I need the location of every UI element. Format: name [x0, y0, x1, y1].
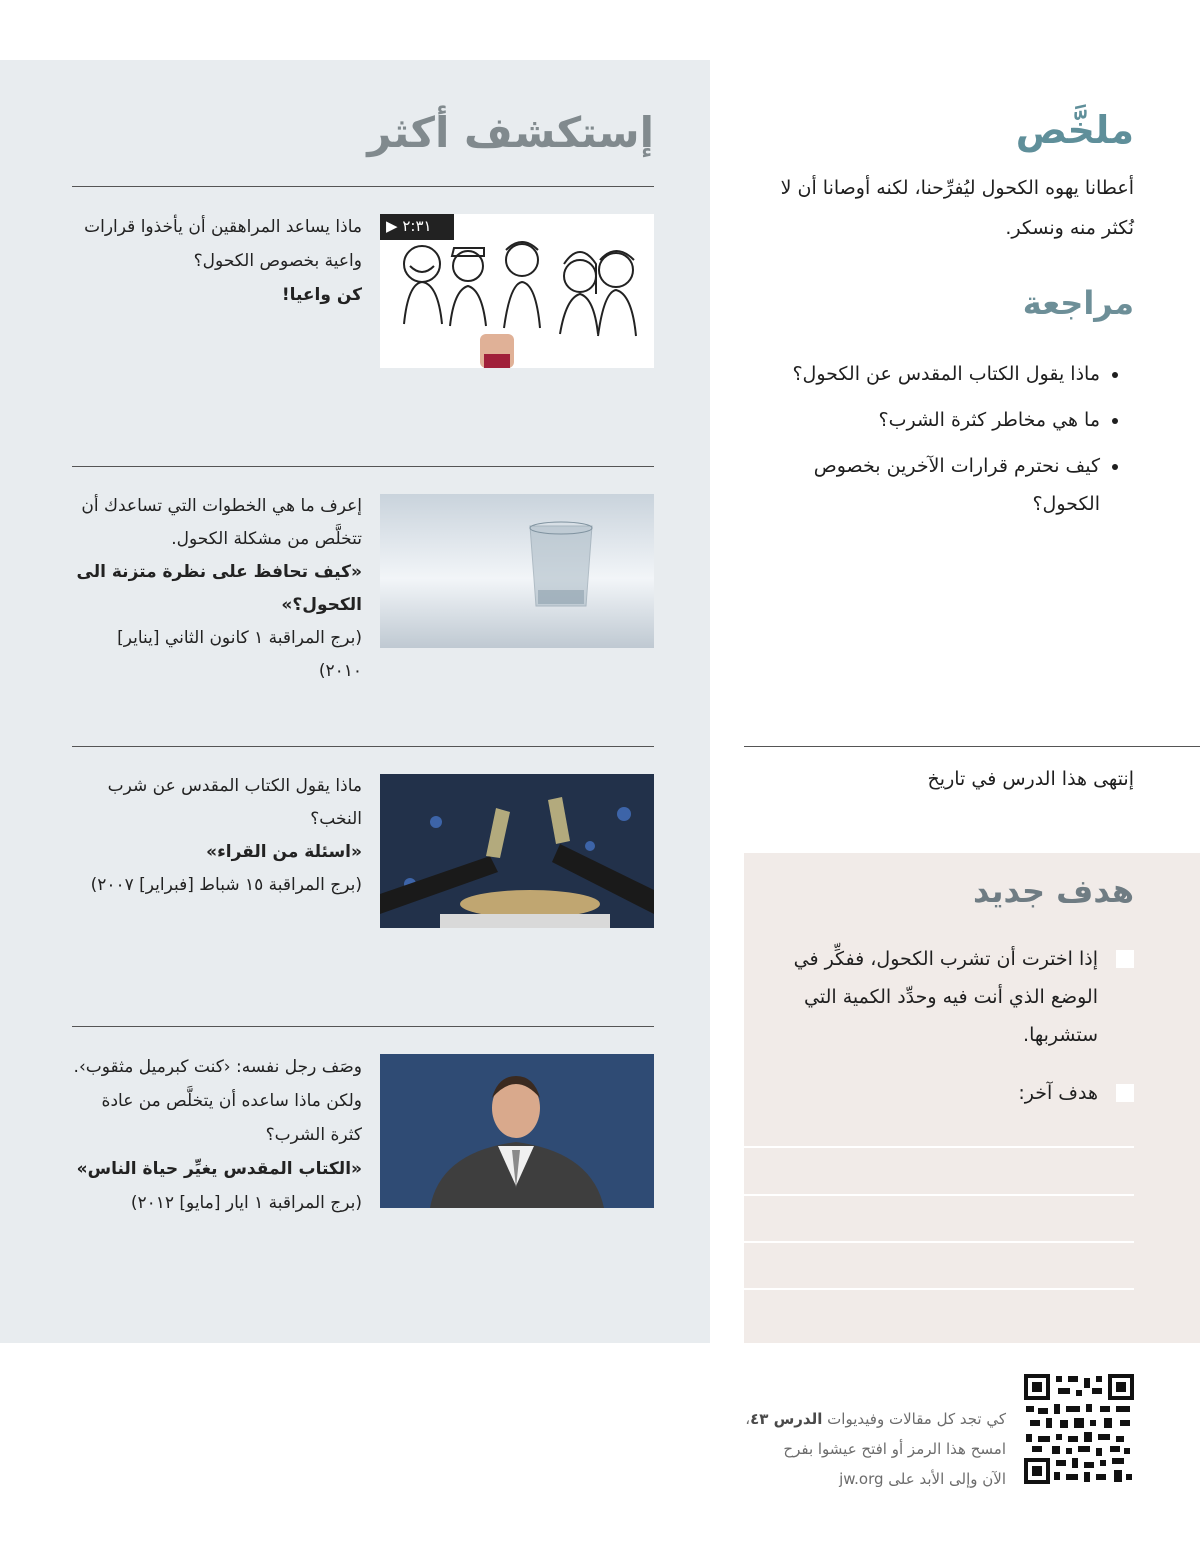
card-source: (برج المراقبة ١٥ شباط [فبراير] ٢٠٠٧)	[90, 875, 362, 895]
card-text	[72, 770, 362, 902]
explore-more-title: إستكشف أكثر	[367, 108, 654, 157]
divider	[72, 1026, 654, 1027]
play-icon: ▶	[386, 217, 398, 235]
review-question: • ماذا يقول الكتاب المقدس عن الكحول؟	[780, 355, 1100, 393]
card-description: ماذا يقول الكتاب المقدس عن شرب النخب؟	[107, 776, 362, 829]
goal-checkbox[interactable]	[1116, 1084, 1134, 1102]
divider	[744, 746, 1200, 747]
card-description: إعرف ما هي الخطوات التي تساعدك أن تتخلَّص من مشكلة الكحول.	[81, 496, 362, 549]
lesson-finished-label: إنتهى هذا الدرس في تاريخ	[927, 768, 1134, 790]
goal-item	[760, 1074, 1134, 1112]
write-line[interactable]	[744, 1241, 1134, 1243]
goal-checkbox[interactable]	[1116, 950, 1134, 968]
footer-line2: امسح هذا الرمز أو افتح عيشوا بفرح	[783, 1440, 1006, 1458]
write-line[interactable]	[744, 1288, 1134, 1290]
footer-text	[640, 1404, 1006, 1494]
new-goal-title: هدف جديد	[972, 872, 1134, 910]
card-text	[72, 490, 362, 688]
portrait-image	[380, 1054, 654, 1208]
card-source: (برج المراقبة ١ ايار [مايو] ٢٠١٢)	[130, 1193, 362, 1213]
write-line[interactable]	[744, 1146, 1134, 1148]
toast-photo	[380, 774, 654, 928]
card-description: ماذا يساعد المراهقين أن يأخذوا قرارات واعية بخصوص الكحول؟	[84, 217, 362, 271]
video-thumbnail[interactable]	[380, 214, 654, 368]
goal-text: إذا اخترت أن تشرب الكحول، ففكِّر في الوضع الذي أنت فيه وحدِّد الكمية التي ستشربها.	[793, 948, 1098, 1046]
card-link-title[interactable]: كن واعيا!	[281, 285, 362, 305]
write-line[interactable]	[744, 1194, 1134, 1196]
summary-title: ملخَّص	[1015, 108, 1134, 152]
footer-line1-suffix: ،	[745, 1410, 751, 1428]
card-source: (برج المراقبة ١ كانون الثاني [يناير] ٢٠١٠)	[117, 628, 362, 681]
card-text	[72, 210, 362, 312]
review-title: مراجعة	[1022, 284, 1134, 322]
card-description: وصَف رجل نفسه: ‹كنت كبرميل مثقوب›. ولكن ماذا ساعده أن يتخلَّص من عادة كثرة الشرب؟	[73, 1057, 362, 1145]
footer-lesson-number: الدرس ٤٣	[750, 1410, 823, 1428]
sketch-illustration	[380, 214, 654, 368]
footer-line1-prefix: كي تجد كل مقالات وفيديوات	[827, 1410, 1006, 1428]
video-duration: ▶ ٢:٣١	[386, 217, 432, 235]
goal-item	[760, 940, 1134, 1054]
divider	[72, 466, 654, 467]
review-question: • كيف نحترم قرارات الآخرين بخصوص الكحول؟	[780, 447, 1100, 523]
card-text	[72, 1050, 362, 1220]
toast-image	[380, 774, 654, 928]
glass-image	[380, 494, 654, 648]
card-link-title[interactable]: «كيف تحافظ على نظرة متزنة الى الكحول؟»	[76, 562, 362, 615]
qr-code-icon[interactable]	[1024, 1374, 1134, 1484]
card-link-title[interactable]: «الكتاب المقدس يغيِّر حياة الناس»	[76, 1159, 362, 1179]
goal-text: هدف آخر:	[1018, 1082, 1098, 1104]
divider	[72, 746, 654, 747]
review-question: • ما هي مخاطر كثرة الشرب؟	[780, 401, 1100, 439]
review-list	[780, 355, 1120, 531]
footer-line3[interactable]: الآن وإلى الأبد على jw.org	[839, 1470, 1006, 1488]
summary-body: أعطانا يهوه الكحول ليُفرِّحنا، لكنه أوصانا أن لا نُكثر منه ونسكر.	[780, 177, 1134, 239]
divider	[72, 186, 654, 187]
man-photo	[380, 1054, 654, 1208]
glass-photo	[380, 494, 654, 648]
card-link-title[interactable]: «اسئلة من القراء»	[206, 842, 362, 862]
